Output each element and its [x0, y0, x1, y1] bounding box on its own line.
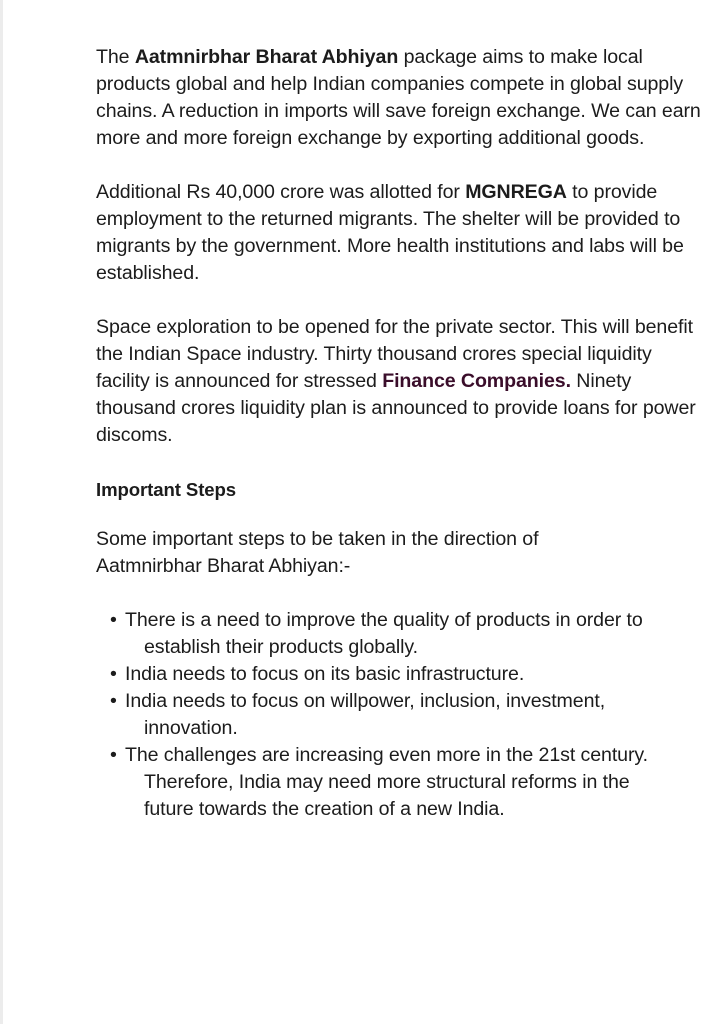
paragraph-text: Ninety thousand crores liquidity plan is announced to provide loans for power discoms.: [96, 370, 696, 446]
paragraph-package: [96, 44, 702, 152]
paragraph-text: Space exploration to be opened for the private sector. This will benefit the Indian Space industry. Thirty thousand crores special liquidity facility is announced for stressed: [96, 316, 693, 392]
list-item: [96, 661, 704, 688]
steps-list: [96, 607, 708, 823]
bullet: •: [110, 690, 117, 712]
list-item: [96, 742, 684, 823]
paragraph-text: The: [96, 46, 135, 68]
bullet: •: [110, 744, 117, 766]
page-edge: [0, 0, 3, 1024]
list-item: [96, 607, 704, 661]
paragraph-text: to provide employment to the returned migrants. The shelter will be provided to migrants by the government. More health institutions and labs will be established.: [96, 181, 684, 284]
highlight-term: MGNREGA: [465, 181, 567, 203]
list-item-text: There is a need to improve the quality of products in order to establish their products globally.: [125, 609, 643, 658]
paragraph-mgnrega: [96, 179, 706, 287]
paragraph-text: package aims to make local products global and help Indian companies compete in global supply chains. A reduction in imports will save foreign exchange. We can earn more and more foreign exchange by exporting additional goods.: [96, 46, 701, 149]
section-heading: Important Steps: [96, 479, 237, 500]
list-item-text: India needs to focus on its basic infrastructure.: [125, 663, 525, 685]
list-item: [96, 688, 704, 742]
intro-paragraph: Some important steps to be taken in the direction of Aatmnirbhar Bharat Abhiyan:-: [96, 528, 539, 577]
highlight-term: Aatmnirbhar Bharat Abhiyan: [134, 46, 399, 68]
list-item-text: The challenges are increasing even more in the 21st century. Therefore, India may need more structural reforms in the future towards the creation of a new India.: [125, 744, 648, 820]
paragraph-space: [96, 314, 696, 449]
paragraph-text: Additional Rs 40,000 crore was allotted for: [96, 181, 466, 203]
highlight-term: Finance Companies.: [382, 370, 571, 392]
list-item-text: India needs to focus on willpower, inclusion, investment, innovation.: [125, 690, 606, 739]
bullet: •: [110, 663, 117, 685]
bullet: •: [110, 609, 117, 631]
article-body: [96, 44, 708, 823]
